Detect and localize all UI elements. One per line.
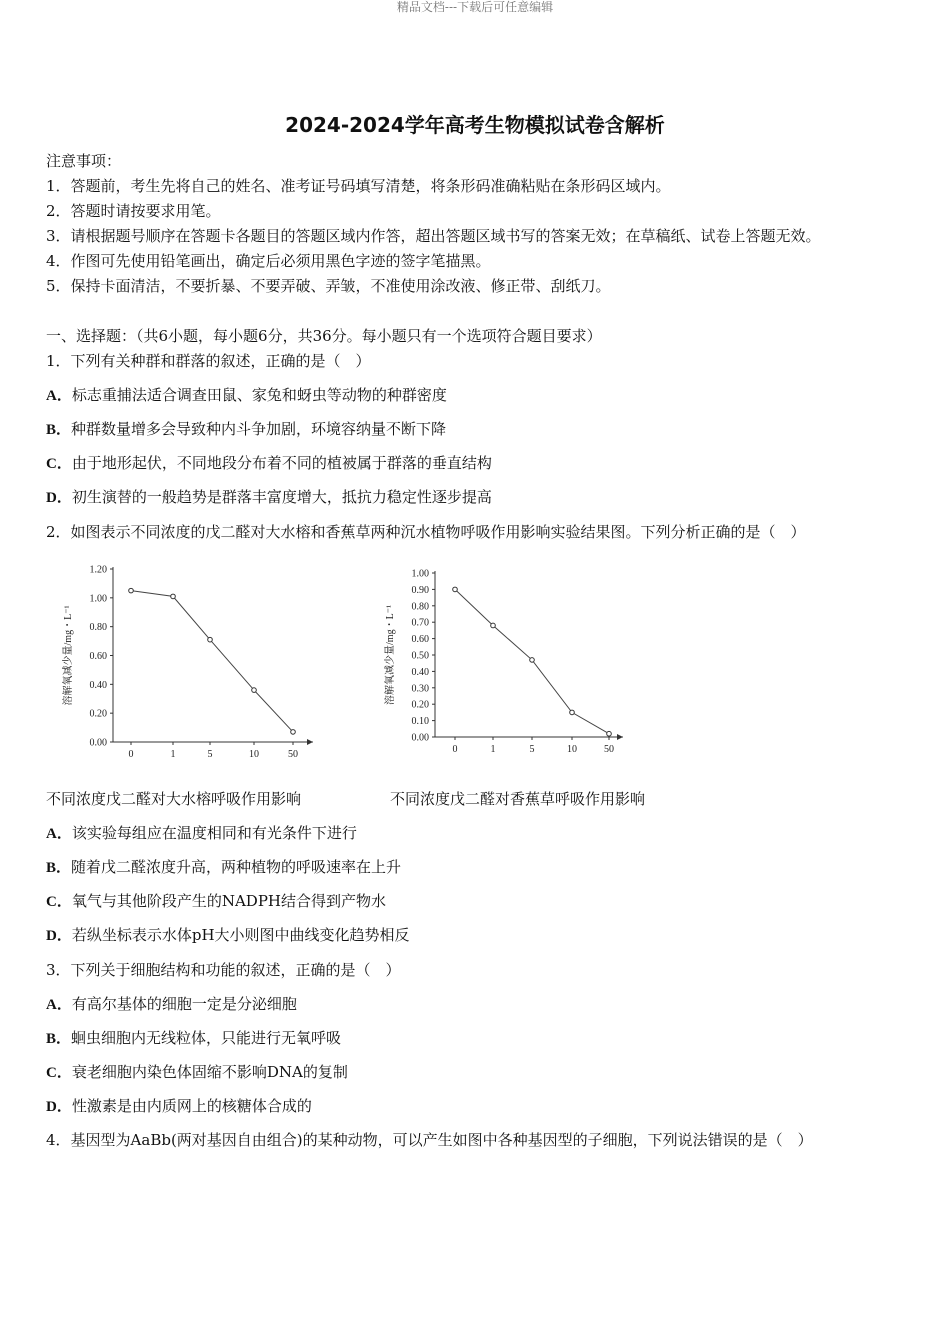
note-item: 3．请根据题号顺序在答题卡各题目的答题区域内作答，超出答题区域书写的答案无效；在草稿纸、试卷上答题无效。: [46, 227, 821, 245]
y-tick-label: 0.00: [89, 737, 107, 749]
question-2-stem: 2．如图表示不同浓度的戊二醛对大水榕和香蕉草两种沉水植物呼吸作用影响实验结果图。下列分析正确的是（ ）: [46, 523, 806, 541]
page-title: 2024-2024学年高考生物模拟试卷含解析: [285, 113, 665, 137]
y-tick-label: 0.20: [411, 699, 429, 711]
x-tick-label: 0: [452, 744, 458, 755]
x-tick-label: 5: [529, 744, 535, 755]
question-1-stem: 1．下列有关种群和群落的叙述，正确的是（ ）: [46, 352, 371, 370]
data-point: [607, 731, 612, 736]
x-tick-label: 5: [207, 749, 213, 760]
data-point: [491, 623, 496, 628]
x-tick-label: 1: [490, 744, 496, 755]
data-point: [570, 710, 575, 715]
section-heading: 一、选择题：（共6小题，每小题6分，共36分。每小题只有一个选项符合题目要求）: [46, 327, 602, 345]
note-item: 4．作图可先使用铅笔画出，确定后必须用黑色字迹的签字笔描黑。: [46, 252, 491, 270]
question-4-stem: 4．基因型为AaBb(两对基因自由组合)的某种动物，可以产生如图中各种基因型的子细胞，下列说法错误的是（ ）: [46, 1131, 813, 1149]
y-tick-label: 0.70: [411, 617, 429, 629]
y-tick-label: 0.60: [89, 651, 107, 662]
y-tick-label: 1.20: [89, 564, 107, 576]
question-3-stem: 3．下列关于细胞结构和功能的叙述，正确的是（ ）: [46, 961, 401, 979]
y-tick-label: 0.80: [411, 601, 429, 613]
x-tick-label: 1: [170, 749, 176, 760]
x-tick-label: 50: [288, 749, 298, 760]
y-axis-label: 溶解氧减少量/mg・L⁻¹: [385, 605, 396, 705]
chart-dashuirong: [55, 558, 330, 763]
chart-xiangjiaocao: [375, 564, 635, 764]
question-1-option-b: B．种群数量增多会导致种内斗争加剧，环境容纳量不断下降: [46, 420, 447, 438]
page-header: 精品文档---下载后可任意编辑: [396, 0, 554, 14]
question-3-option-a: A．有高尔基体的细胞一定是分泌细胞: [46, 995, 297, 1013]
question-2-option-c: C．氧气与其他阶段产生的NADPH结合得到产物水: [46, 892, 387, 910]
y-tick-label: 0.20: [89, 708, 107, 720]
x-tick-label: 10: [249, 749, 259, 760]
question-2-option-b: B．随着戊二醛浓度升高，两种植物的呼吸速率在上升: [46, 858, 402, 876]
y-tick-label: 0.40: [89, 679, 107, 691]
question-3-option-c: C．衰老细胞内染色体固缩不影响DNA的复制: [46, 1063, 348, 1081]
question-1-option-a: A．标志重捕法适合调查田鼠、家兔和蚜虫等动物的种群密度: [46, 386, 447, 404]
x-axis-arrow: [307, 739, 313, 745]
y-tick-label: 0.10: [411, 716, 429, 728]
question-1-option-c: C．由于地形起伏，不同地段分布着不同的植被属于群落的垂直结构: [46, 454, 492, 472]
y-tick-label: 0.80: [89, 622, 107, 634]
y-tick-label: 0.60: [411, 634, 429, 646]
data-point: [291, 730, 296, 735]
y-tick-label: 0.40: [411, 666, 429, 678]
note-item: 2．答题时请按要求用笔。: [46, 202, 221, 220]
chart-caption-left: 不同浓度戊二醛对大水榕呼吸作用影响: [46, 790, 302, 808]
y-tick-label: 1.00: [411, 568, 429, 580]
question-3-option-d: D．性激素是由内质网上的核糖体合成的: [46, 1097, 312, 1115]
x-axis-arrow: [617, 734, 623, 740]
data-point: [530, 658, 535, 663]
question-1-option-d: D．初生演替的一般趋势是群落丰富度增大，抵抗力稳定性逐步提高: [46, 488, 492, 506]
y-tick-label: 0.00: [411, 732, 429, 744]
data-point: [252, 688, 257, 693]
question-3-option-b: B．蛔虫细胞内无线粒体，只能进行无氧呼吸: [46, 1029, 342, 1047]
series-line: [131, 591, 293, 732]
data-point: [171, 594, 176, 599]
note-item: 1．答题前，考生先将自己的姓名、准考证号码填写清楚，将条形码准确粘贴在条形码区域内。: [46, 177, 671, 195]
x-tick-label: 10: [567, 744, 577, 755]
y-tick-label: 0.30: [411, 683, 429, 695]
notes-heading: 注意事项：: [46, 152, 122, 170]
question-2-option-a: A．该实验每组应在温度相同和有光条件下进行: [46, 824, 357, 842]
y-tick-label: 1.00: [89, 593, 107, 605]
x-tick-label: 0: [128, 749, 134, 760]
data-point: [453, 587, 458, 592]
data-point: [129, 588, 134, 593]
note-item: 5．保持卡面清洁，不要折暴、不要弄破、弄皱，不准使用涂改液、修正带、刮纸刀。: [46, 277, 611, 295]
data-point: [208, 637, 213, 642]
y-axis-label: 溶解氧减少量/mg・L⁻¹: [63, 605, 74, 706]
x-tick-label: 50: [604, 744, 614, 755]
chart-caption-right: 不同浓度戊二醛对香蕉草呼吸作用影响: [390, 790, 646, 808]
question-2-option-d: D．若纵坐标表示水体pH大小则图中曲线变化趋势相反: [46, 926, 410, 944]
y-tick-label: 0.50: [411, 650, 429, 662]
y-tick-label: 0.90: [411, 584, 429, 596]
